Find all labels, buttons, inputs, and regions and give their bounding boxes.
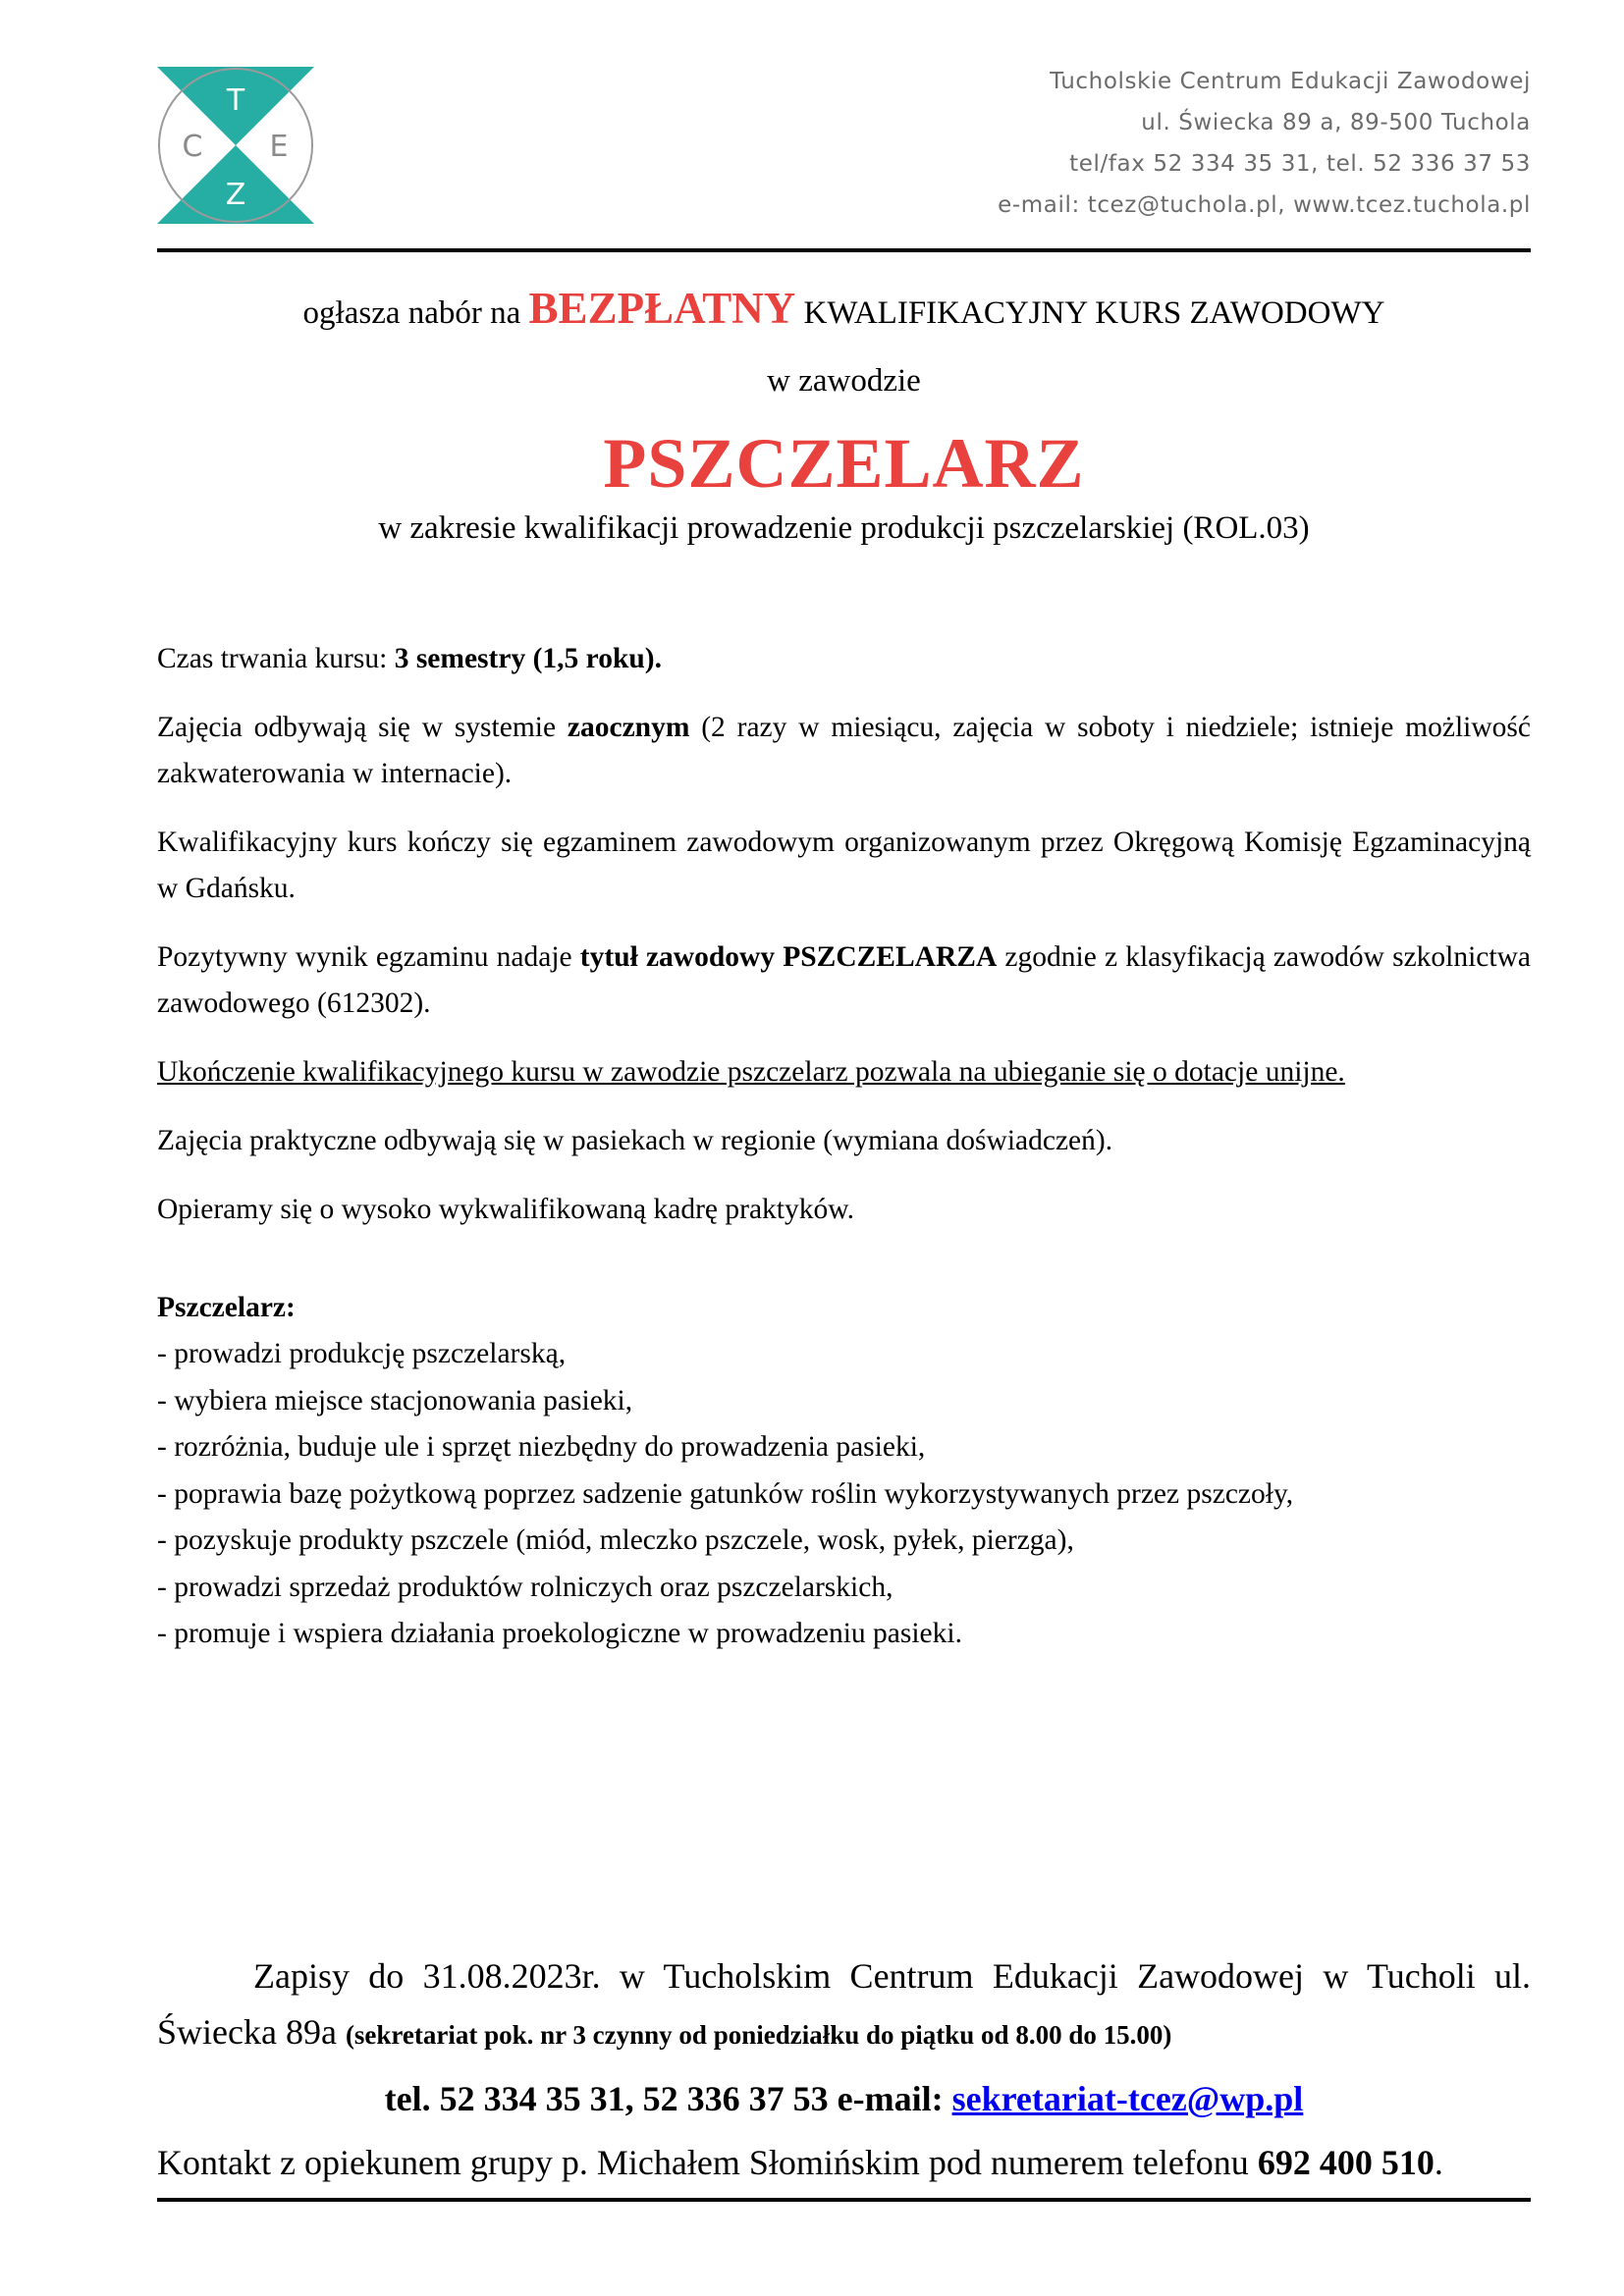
duration-paragraph <box>157 636 1531 682</box>
mode-post: (2 razy w miesiącu, zajęcia w soboty i niedziele; istnieje możliwość zakwaterowania w internacie). <box>157 712 1531 789</box>
org-street: ul. Świecka 89 a, 89-500 Tuchola <box>1141 110 1531 135</box>
mode-pre: Zajęcia odbywają się w systemie <box>157 712 568 743</box>
registration-paragraph <box>157 1949 1531 2063</box>
tcez-logo <box>157 67 314 224</box>
org-phones: tel/fax 52 334 35 31, tel. 52 336 37 53 <box>1069 151 1531 177</box>
exam-paragraph: Kwalifikacyjny kurs kończy się egzaminem zawodowym organizowanym przez Okręgową Komisję Egzaminacyjną w Gdańsku. <box>157 827 1531 904</box>
list-heading <box>157 1285 1531 1331</box>
email-link[interactable]: sekretariat-tcez@wp.pl <box>951 2079 1304 2118</box>
title-post: zgodnie z klasyfikacją zawodów szkolnictwa zawodowego (612302). <box>157 941 1531 1019</box>
free-label: BEZPŁATNY <box>528 284 796 333</box>
registration-info <box>157 1949 1531 2191</box>
list-item: - poprawia bazę pożytkową poprzez sadzenie gatunków roślin wykorzystywanych przez pszczoły, <box>157 1477 1294 1510</box>
logo-letter-z: Z <box>225 178 246 212</box>
logo-letter-e: E <box>269 130 289 164</box>
announcement-suffix: KWALIFIKACYJNY KURS ZAWODOWY <box>795 295 1385 331</box>
qualification-scope: w zakresie kwalifikacji prowadzenie produkcji pszczelarskiej (ROL.03) <box>378 510 1310 546</box>
course-details <box>157 636 1531 1658</box>
group-contact <box>157 2135 1531 2191</box>
list-item: - wybiera miejsce stacjonowania pasieki, <box>157 1384 633 1416</box>
list-heading-text: Pszczelarz: <box>157 1292 296 1323</box>
office-hours: (sekretariat pok. nr 3 czynny od poniedziałku do piątku od 8.00 do 15.00) <box>345 2020 1172 2050</box>
duration-value: 3 semestry (1,5 roku). <box>394 643 662 674</box>
logo-letter-t: T <box>226 83 245 118</box>
title-paragraph <box>157 934 1531 1027</box>
announcement-line <box>157 283 1531 334</box>
contact-pre: Kontakt z opiekunem grupy p. Michałem Słomińskim pod numerem telefonu <box>157 2143 1258 2182</box>
duties-list <box>157 1331 1531 1658</box>
list-item: - rozróżnia, buduje ule i sprzęt niezbędny do prowadzenia pasieki, <box>157 1431 926 1463</box>
mode-bold: zaocznym <box>567 712 690 743</box>
title-bold: tytuł zawodowy PSZCZELARZA <box>579 941 998 973</box>
org-name: Tucholskie Centrum Edukacji Zawodowej <box>1050 69 1531 94</box>
list-item: - pozyskuje produkty pszczele (miód, mleczko pszczele, wosk, pyłek, pierzga), <box>157 1524 1074 1556</box>
contact-phones <box>157 2071 1531 2127</box>
footer-divider <box>157 2198 1531 2202</box>
title-pre: Pozytywny wynik egzaminu nadaje <box>157 941 580 973</box>
org-email-web: e-mail: tcez@tuchola.pl, www.tcez.tuchola.pl <box>998 192 1531 218</box>
registration-text: Zapisy do 31.08.2023r. w Tucholskim Centrum Edukacji Zawodowej w Tucholi ul. Świecka 89a <box>157 1956 1531 2052</box>
in-profession-line: w zawodzie <box>767 363 921 399</box>
logo-letter-c: C <box>182 130 203 164</box>
duration-label: Czas trwania kursu: <box>157 643 395 674</box>
list-item: - prowadzi produkcję pszczelarską, <box>157 1338 567 1369</box>
phones-text: tel. 52 334 35 31, 52 336 37 53 e-mail: <box>384 2079 952 2118</box>
mode-paragraph <box>157 705 1531 797</box>
header-divider <box>157 248 1531 252</box>
announcement-prefix: ogłasza nabór na <box>302 295 529 331</box>
list-item: - prowadzi sprzedaż produktów rolniczych oraz pszczelarskich, <box>157 1571 893 1603</box>
profession-title: PSZCZELARZ <box>603 424 1085 503</box>
grants-paragraph: Ukończenie kwalifikacyjnego kursu w zawodzie pszczelarz pozwala na ubieganie się o dotacje unijne. <box>157 1056 1345 1088</box>
contact-phone: 692 400 510 <box>1257 2143 1435 2182</box>
staff-paragraph: Opieramy się o wysoko wykwalifikowaną kadrę praktyków. <box>157 1194 855 1225</box>
organization-address <box>998 61 1531 226</box>
list-item: - promuje i wspiera działania proekologiczne w prowadzeniu pasieki. <box>157 1618 962 1649</box>
contact-end: . <box>1434 2143 1443 2182</box>
practice-paragraph: Zajęcia praktyczne odbywają się w pasiekach w regionie (wymiana doświadczeń). <box>157 1125 1113 1156</box>
